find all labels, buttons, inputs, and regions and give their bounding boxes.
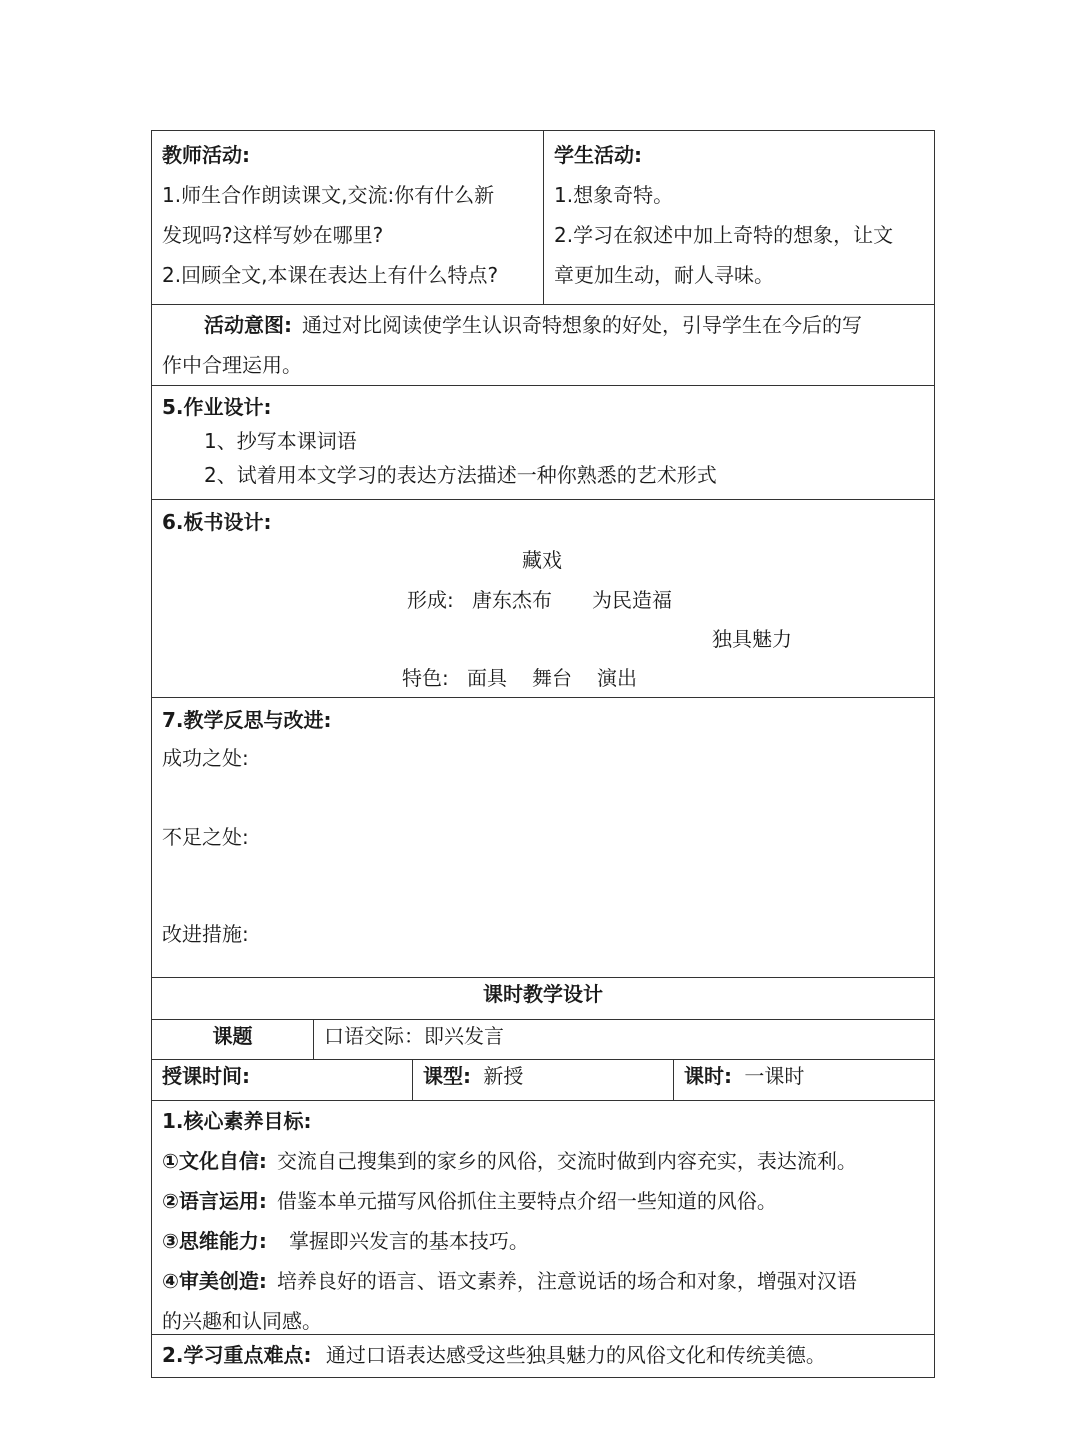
board-feature-item: 舞台: [532, 666, 572, 690]
board-feature-item: 演出: [597, 666, 637, 690]
homework-item: 1、抄写本课词语: [204, 429, 357, 453]
reflection-section: [151, 697, 935, 977]
time-label: 授课时间:: [162, 1064, 250, 1088]
student-activity-heading: 学生活动:: [554, 143, 642, 167]
type-label: 课型:: [423, 1064, 471, 1088]
goal-text: 交流自己搜集到的家乡的风俗，交流时做到内容充实，表达流利。: [276, 1149, 857, 1173]
goal-label: ④审美创造:: [162, 1269, 267, 1293]
lesson-design-title-row: [151, 977, 935, 1019]
board-title: 藏戏: [522, 548, 562, 572]
topic-row: [151, 1019, 935, 1059]
board-feature-label: 特色:: [402, 666, 449, 690]
core-goals-heading: 1.核心素养目标:: [162, 1109, 312, 1133]
lesson-design-title: 课时教学设计: [483, 982, 603, 1006]
student-activity-line: 章更加生动，耐人寻味。: [554, 263, 774, 287]
board-feature-item: 面具: [467, 666, 507, 690]
reflection-shortfall: 不足之处:: [162, 825, 249, 849]
goal-label: ①文化自信:: [162, 1149, 267, 1173]
board-formation-a: 唐东杰布: [472, 588, 552, 612]
goal-text: 掌握即兴发言的基本技巧。: [288, 1229, 529, 1253]
homework-heading: 5.作业设计:: [162, 395, 272, 419]
teacher-activity-line: 1.师生合作朗读课文,交流:你有什么新: [162, 183, 495, 207]
activity-intent-section: [151, 304, 935, 385]
homework-item: 2、试着用本文学习的表达方法描述一种你熟悉的艺术形式: [204, 463, 717, 487]
board-formation-label: 形成:: [407, 588, 454, 612]
reflection-improve: 改进措施:: [162, 922, 249, 946]
goal-text: 借鉴本单元描写风俗抓住主要特点介绍一些知道的风俗。: [276, 1189, 777, 1213]
goal-label: ③思维能力:: [162, 1229, 267, 1253]
key-points-text: 通过口语表达感受这些独具魅力的风俗文化和传统美德。: [325, 1343, 826, 1367]
teacher-activity-line: 发现吗?这样写妙在哪里?: [162, 223, 384, 247]
intent-text: 通过对比阅读使学生认识奇特想象的好处，引导学生在今后的写: [302, 313, 862, 337]
reflection-heading: 7.教学反思与改进:: [162, 708, 332, 732]
board-design-heading: 6.板书设计:: [162, 510, 272, 534]
document-page: [151, 130, 935, 1378]
board-charm: 独具魅力: [712, 627, 792, 651]
reflection-success: 成功之处:: [162, 746, 249, 770]
activities-section: [151, 130, 935, 304]
board-formation-b: 为民造福: [592, 588, 672, 612]
student-activity-cell: [544, 131, 933, 304]
intent-label: 活动意图:: [204, 313, 292, 337]
key-points-section: [151, 1334, 935, 1378]
topic-value: 口语交际：即兴发言: [324, 1024, 504, 1048]
goal-text: 培养良好的语言、语文素养，注意说话的场合和对象，增强对汉语: [276, 1269, 857, 1293]
key-points-label: 2.学习重点难点:: [162, 1343, 312, 1367]
period-value: 一课时: [744, 1064, 805, 1088]
goal-label: ②语言运用:: [162, 1189, 267, 1213]
teacher-activity-cell: [152, 131, 544, 304]
period-label: 课时:: [684, 1064, 732, 1088]
topic-label: 课题: [152, 1020, 314, 1059]
board-design-section: [151, 499, 935, 697]
teacher-activity-line: 2.回顾全文,本课在表达上有什么特点?: [162, 263, 499, 287]
student-activity-line: 1.想象奇特。: [554, 183, 674, 207]
type-value: 新授: [483, 1064, 524, 1088]
schedule-row: [151, 1059, 935, 1100]
core-goals-section: [151, 1100, 935, 1334]
teacher-activity-heading: 教师活动:: [162, 143, 250, 167]
intent-text-cont: 作中合理运用。: [162, 353, 302, 377]
goal-text-cont: 的兴趣和认同感。: [162, 1309, 322, 1333]
homework-section: [151, 385, 935, 499]
student-activity-line: 2.学习在叙述中加上奇特的想象，让文: [554, 223, 894, 247]
